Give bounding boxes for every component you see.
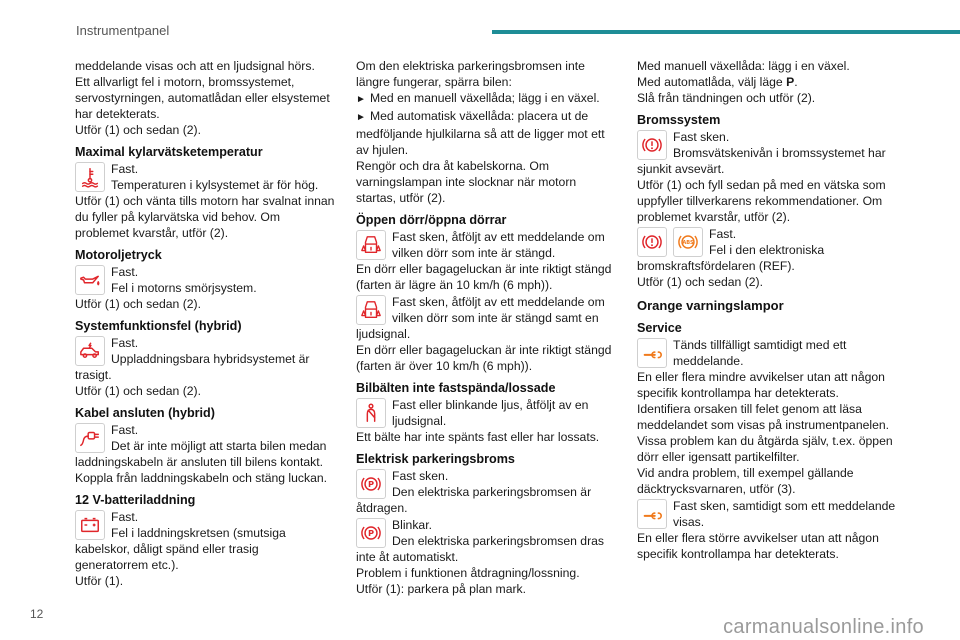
bullet-arrow-icon: ► <box>356 94 366 105</box>
warning-entry <box>356 468 616 516</box>
state-text: Fast sken. <box>392 469 449 483</box>
warning-entry <box>75 509 335 573</box>
action-text: En dörr eller bagageluckan är inte riktigt stängd (farten är över 10 km/h (6 mph)). <box>356 343 612 373</box>
paragraph: Vid andra problem, till exempel gällande däcktrycksvarnaren, utför (3). <box>637 466 854 496</box>
section-title-cable: Kabel ansluten (hybrid) <box>75 406 215 420</box>
state-text: Fast sken. <box>673 130 730 144</box>
svg-text:ABS: ABS <box>682 240 694 247</box>
bullet-item: ► Med automatisk växellåda: placera ut de medföljande hjulkilarna så att de ligger mot ett av hjulen. <box>356 109 605 157</box>
column-1 <box>75 58 335 589</box>
oil-pressure-icon <box>75 265 105 295</box>
svg-text:P: P <box>367 528 375 539</box>
action-text: En dörr eller bagageluckan är inte riktigt stängd (farten är lägre än 10 km/h (6 mph)). <box>356 262 612 292</box>
warning-entry <box>637 129 897 177</box>
section-title-seatbelt: Bilbälten inte fastspända/lossade <box>356 381 556 395</box>
warning-entry <box>75 161 335 193</box>
charging-cable-icon <box>75 423 105 453</box>
warning-entry <box>356 517 616 565</box>
warning-entry <box>75 335 335 383</box>
state-text: Fast. <box>111 510 139 524</box>
brake-system-icon <box>637 227 667 257</box>
state-text: Fast. <box>111 265 139 279</box>
description-text: Fast eller blinkande ljus, åtföljt av en ljudsignal. <box>392 398 589 428</box>
header-title: Instrumentpanel <box>76 23 170 38</box>
paragraph: Om den elektriska parkeringsbromsen inte längre fungerar, spärra bilen: <box>356 59 585 89</box>
header-accent-bar <box>492 30 960 34</box>
column-2 <box>356 58 616 597</box>
state-text: Fast. <box>111 336 139 350</box>
section-title-doors: Öppen dörr/öppna dörrar <box>356 213 507 227</box>
paragraph: Problem i funktionen åtdragning/lossning. <box>356 566 580 580</box>
wrench-icon <box>637 499 667 529</box>
warning-entry <box>356 294 616 342</box>
description-text: Den elektriska parkeringsbromsen är åtdragen. <box>356 485 592 515</box>
paragraph: En eller flera mindre avvikelser utan att någon specifik kontrollampa har detekterats. <box>637 370 885 400</box>
hybrid-system-fault-icon <box>75 336 105 366</box>
state-text: Blinkar. <box>392 518 432 532</box>
warning-entry <box>75 264 335 296</box>
bullet-arrow-icon: ► <box>356 112 366 123</box>
action-text: Ett bälte har inte spänts fast eller har lossats. <box>356 430 600 444</box>
description-text: Tänds tillfälligt samtidigt med ett meddelande. <box>673 338 847 368</box>
state-text: Fast. <box>111 423 139 437</box>
paragraph: Vissa problem kan du åtgärda själv, t.ex. öppen dörr eller igensatt partikelfilter. <box>637 434 893 464</box>
paragraph: En eller flera större avvikelser utan att någon specifik kontrollampa har detekterats. <box>637 531 879 561</box>
state-text: Fast. <box>111 162 139 176</box>
section-title-coolant: Maximal kylarvätsketemperatur <box>75 145 263 159</box>
section-title-parking: Elektrisk parkeringsbroms <box>356 452 515 466</box>
action-text: Utför (1) och sedan (2). <box>75 297 201 311</box>
paragraph: meddelande visas och att en ljudsignal hörs. <box>75 59 315 73</box>
action-text: Utför (1). <box>75 574 124 588</box>
action-text: Utför (1): parkera på plan mark. <box>356 582 527 596</box>
description-text: Fast sken, åtföljt av ett meddelande om vilken dörr som inte är stängd samt en ljudsignal. <box>356 295 605 341</box>
battery-icon <box>75 510 105 540</box>
paragraph: Utför (1) och sedan (2). <box>75 123 201 137</box>
action-text: Utför (1) och sedan (2). <box>637 275 763 289</box>
description-text: Temperaturen i kylsystemet är för hög. <box>111 178 319 192</box>
action-text: Koppla från laddningskabeln och stäng luckan. <box>75 471 328 485</box>
description-text: Det är inte möjligt att starta bilen medan laddningskabeln är ansluten till bilens kontakt. <box>75 439 327 469</box>
warning-entry <box>637 337 897 369</box>
action-text: Utför (1) och fyll sedan på med en vätska som uppfyller tillverkarens rekommendationer. Om problemet kvarstår, utför (2). <box>637 178 886 224</box>
paragraph: Med manuell växellåda: lägg i en växel. <box>637 59 850 73</box>
paragraph: Identifiera orsaken till felet genom att läsa meddelandet som visas på instrumentpanelen. <box>637 402 890 432</box>
action-text: Utför (1) och vänta tills motorn har svalnat innan du fyller på kylarvätska vid behov. Om problemet kvarstår, utför (2). <box>75 194 335 240</box>
description-text: Bromsvätskenivån i bromssystemet har sjunkit avsevärt. <box>637 146 886 176</box>
description-text: Fel i motorns smörjsystem. <box>111 281 257 295</box>
section-title-orange: Orange varningslampor <box>637 298 784 313</box>
description-text: Fel i laddningskretsen (smutsiga kabelskor, dåligt spänd eller trasig generatorrem etc.). <box>75 526 286 572</box>
warning-entry <box>356 229 616 261</box>
section-title-service: Service <box>637 321 682 335</box>
paragraph: Rengör och dra åt kabelskorna. Om varningslampan inte slocknar när motorn startas, utför (2). <box>356 159 577 205</box>
warning-entry <box>637 226 897 274</box>
description-text: Den elektriska parkeringsbromsen dras inte åt automatiskt. <box>356 534 605 564</box>
parking-brake-icon <box>356 518 386 548</box>
abs-icon <box>673 227 703 257</box>
brake-system-icon <box>637 130 667 160</box>
open-door-icon <box>356 230 386 260</box>
coolant-temperature-icon <box>75 162 105 192</box>
wrench-icon <box>637 338 667 368</box>
watermark: carmanualsonline.info <box>723 616 924 638</box>
bullet-item: ► Med en manuell växellåda; lägg i en växel. <box>356 90 616 108</box>
section-title-battery: 12 V-batteriladdning <box>75 493 196 507</box>
svg-text:P: P <box>367 479 375 490</box>
action-text: Utför (1) och sedan (2). <box>75 384 201 398</box>
open-door-icon <box>356 295 386 325</box>
seatbelt-icon <box>356 398 386 428</box>
paragraph: Med automatlåda, välj läge P. <box>637 75 798 89</box>
description-text: Fel i den elektroniska bromskraftsfördelaren (REF). <box>637 243 825 273</box>
warning-entry <box>637 498 897 530</box>
paragraph: Ett allvarligt fel i motorn, bromssystemet, servostyrningen, automatlådan eller elsystemet har detekterats. <box>75 75 330 121</box>
description-text: Uppladdningsbara hybridsystemet är trasigt. <box>75 352 310 382</box>
section-title-system: Systemfunktionsfel (hybrid) <box>75 319 242 333</box>
description-text: Fast sken, samtidigt som ett meddelande visas. <box>673 499 896 529</box>
section-title-brake: Bromssystem <box>637 113 721 127</box>
column-3 <box>637 58 897 562</box>
warning-entry <box>75 422 335 470</box>
parking-brake-icon <box>356 469 386 499</box>
warning-entry <box>356 397 616 429</box>
state-text: Fast. <box>709 227 737 241</box>
section-title-oil: Motoroljetryck <box>75 248 162 262</box>
paragraph: Slå från tändningen och utför (2). <box>637 91 816 105</box>
page-number: 12 <box>30 607 44 621</box>
description-text: Fast sken, åtföljt av ett meddelande om vilken dörr som inte är stängd. <box>392 230 605 260</box>
